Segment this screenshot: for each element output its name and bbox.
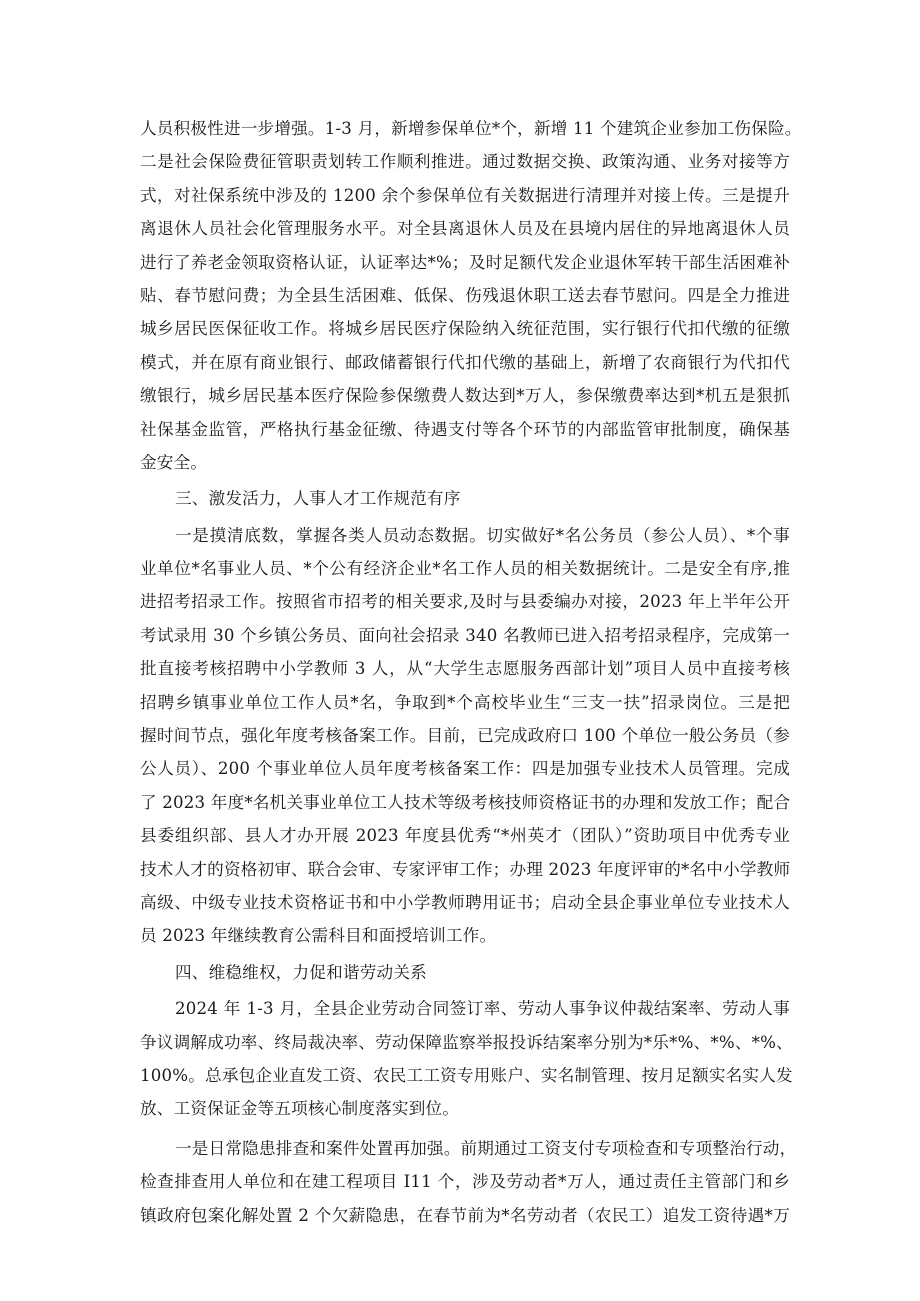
text-line: 二是社会保险费征管职责划转工作顺利推进。通过数据交换、政策沟通、业务对接等方	[140, 152, 790, 172]
text-line: 高级、中级专业技术资格证书和中小学教师聘用证书；启动全县企事业单位专业技术人	[140, 892, 790, 912]
text-line: 一是摸清底数，掌握各类人员动态数据。切实做好*名公务员（参公人员）、*个事	[175, 525, 790, 545]
section-heading-3: 三、激发活力，人事人才工作规范有序	[175, 489, 461, 509]
text-line: 城乡居民医保征收工作。将城乡居民医疗保险纳入统征范围，实行银行代扣代缴的征缴	[140, 319, 790, 339]
text-line: 员 2023 年继续教育公需科目和面授培训工作。	[140, 926, 497, 946]
text-line: 检查排查用人单位和在建工程项目 I11 个，涉及劳动者*万人，通过责任主管部门和乡	[140, 1172, 790, 1192]
text-line: 县委组织部、县人才办开展 2023 年度县优秀“*州英才（团队）”资助项目中优秀专业	[140, 826, 790, 846]
text-line: 镇政府包案化解处置 2 个欠薪隐患，在春节前为*名劳动者（农民工）追发工资待遇*万	[140, 1205, 790, 1225]
document-body	[140, 112, 802, 1232]
text-line: 式，对社保系统中涉及的 1200 余个参保单位有关数据进行清理并对接上传。三是提升	[140, 185, 790, 205]
text-line: 公人员）、200 个事业单位人员年度考核备案工作：四是加强专业技术人员管理。完成	[140, 759, 790, 779]
text-line: 金安全。	[140, 452, 208, 472]
text-line: 考试录用 30 个乡镇公务员、面向社会招录 340 名教师已进入招考招录程序，完成第一	[140, 625, 790, 645]
text-line: 招聘乡镇事业单位工作人员*名，争取到*个高校毕业生“三支一扶”招录岗位。三是把	[140, 692, 790, 712]
text-line: 模式，并在原有商业银行、邮政储蓄银行代扣代缴的基础上，新增了农商银行为代扣代	[140, 352, 790, 372]
text-line: 进行了养老金领取资格认证，认证率达*%；及时足额代发企业退休军转干部生活困难补	[140, 252, 790, 272]
text-line: 2024 年 1-3 月，全县企业劳动合同签订率、劳动人事争议仲裁结案率、劳动人事	[175, 999, 790, 1019]
text-line: 争议调解成功率、终局裁决率、劳动保障监察举报投诉结案率分别为*乐*%、*%、*%、	[140, 1032, 793, 1052]
text-line: 100%。总承包企业直发工资、农民工工资专用账户、实名制管理、按月足额实名实人发	[140, 1065, 793, 1085]
text-line: 业单位*名事业人员、*个公有经济企业*名工作人员的相关数据统计。二是安全有序,推	[140, 559, 790, 579]
paragraph-labor-rates	[140, 992, 793, 1126]
text-line: 人员积极性进一步增强。1-3 月，新增参保单位*个，新增 11 个建筑企业参加工伤保险。	[140, 119, 802, 138]
section-heading-4: 四、维稳维权，力促和谐劳动关系	[175, 962, 427, 982]
text-line: 缴银行，城乡居民基本医疗保险参保缴费人数达到*万人，参保缴费率达到*机五是狠抓	[140, 386, 790, 406]
text-line: 进招考招录工作。按照省市招考的相关要求,及时与县委编办对接，2023 年上半年公开	[140, 592, 790, 612]
text-line: 握时间节点，强化年度考核备案工作。目前，已完成政府口 100 个单位一般公务员（参	[140, 726, 790, 746]
text-line: 社保基金监管，严格执行基金征缴、待遇支付等各个环节的内部监管审批制度，确保基	[140, 419, 790, 439]
paragraph-wage-inspection	[140, 1132, 797, 1232]
paragraph-personnel	[140, 519, 790, 953]
text-line: 离退休人员社会化管理服务水平。对全县离退休人员及在县境内居住的异地离退休人员	[140, 219, 790, 239]
text-line: 放、工资保证金等五项核心制度落实到位。	[140, 1099, 460, 1119]
text-line: 技术人才的资格初审、联合会审、专家评审工作；办理 2023 年度评审的*名中小学教师	[140, 859, 791, 879]
text-line: 贴、春节慰问费；为全县生活困难、低保、伤残退休职工送去春节慰问。四是全力推进	[140, 285, 790, 305]
text-line: 了 2023 年度*名机关事业单位工人技术等级考核技师资格证书的办理和发放工作；配合	[140, 792, 791, 812]
paragraph-social-insurance	[140, 112, 802, 479]
text-line: 一是日常隐患排查和案件处置再加强。前期通过工资支付专项检查和专项整治行动，	[175, 1138, 797, 1158]
text-line: 批直接考核招聘中小学教师 3 人，从“大学生志愿服务西部计划”项目人员中直接考核	[140, 659, 790, 679]
